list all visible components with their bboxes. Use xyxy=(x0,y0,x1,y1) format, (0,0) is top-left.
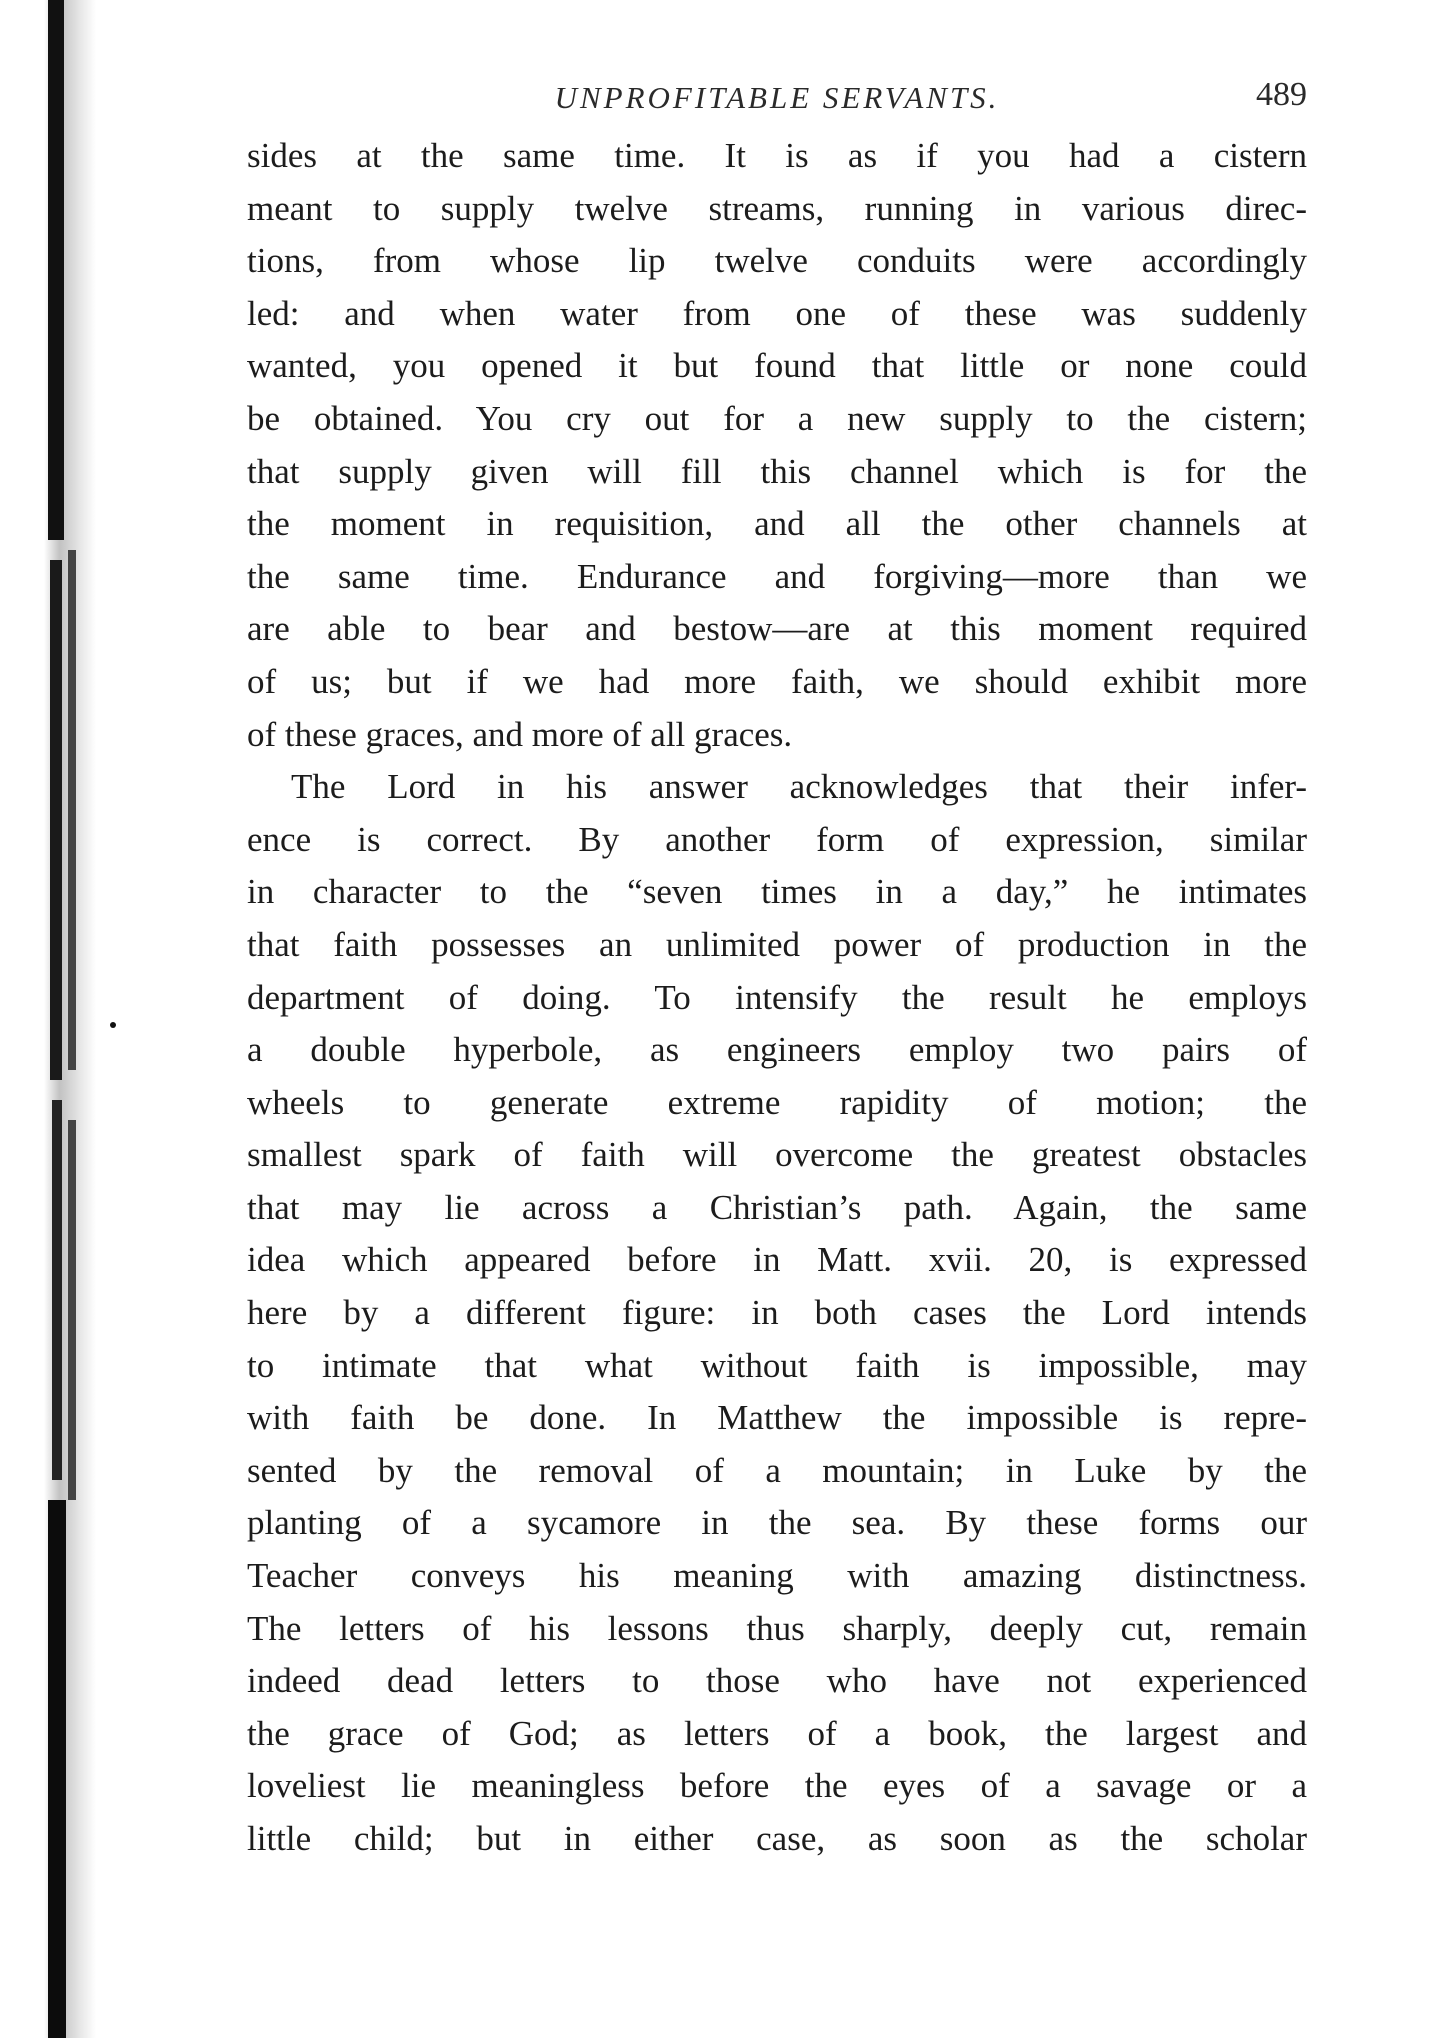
body-text xyxy=(247,130,1307,1866)
text-line: the same time. Endurance and forgiving—more than we xyxy=(247,556,1307,596)
text-line: to intimate that what without faith is impossible, may xyxy=(247,1345,1307,1385)
running-title: UNPROFITABLE SERVANTS. xyxy=(554,80,1000,115)
text-line: here by a different figure: in both cases the Lord intends xyxy=(247,1293,1307,1333)
text-line: are able to bear and bestow—are at this moment required xyxy=(247,609,1307,649)
text-line: wanted, you opened it but found that little or none could xyxy=(247,346,1307,386)
text-line: Teacher conveys his meaning with amazing distinctness. xyxy=(247,1556,1307,1596)
text-line: led: and when water from one of these was suddenly xyxy=(247,293,1307,333)
text-line: smallest spark of faith will overcome the greatest obstacles xyxy=(247,1135,1307,1175)
text-line: loveliest lie meaningless before the eyes of a savage or a xyxy=(247,1766,1307,1806)
text-line: of these graces, and more of all graces. xyxy=(247,714,793,754)
text-line: The Lord in his answer acknowledges that their infer- xyxy=(291,767,1307,807)
text-line: that supply given will fill this channel which is for the xyxy=(247,451,1307,491)
text-line: planting of a sycamore in the sea. By these forms our xyxy=(247,1503,1307,1543)
text-line: indeed dead letters to those who have not experienced xyxy=(247,1661,1307,1701)
text-line: The letters of his lessons thus sharply, deeply cut, remain xyxy=(247,1608,1307,1648)
text-line: in character to the “seven times in a day,” he intimates xyxy=(247,872,1307,912)
text-line: that may lie across a Christian’s path. Again, the same xyxy=(247,1187,1307,1227)
binding-edge-segment xyxy=(48,1500,66,2038)
text-line: wheels to generate extreme rapidity of motion; the xyxy=(247,1082,1307,1122)
text-line: meant to supply twelve streams, running in various direc- xyxy=(247,188,1307,228)
book-page xyxy=(247,70,1307,1866)
text-line: idea which appeared before in Matt. xvii. 20, is expressed xyxy=(247,1240,1307,1280)
text-line: with faith be done. In Matthew the impossible is repre- xyxy=(247,1398,1307,1438)
binding-edge-segment xyxy=(48,0,64,540)
text-line: be obtained. You cry out for a new supply to the cistern; xyxy=(247,398,1307,438)
running-head xyxy=(247,70,1307,126)
text-line: the grace of God; as letters of a book, the largest and xyxy=(247,1713,1307,1753)
binding-gap xyxy=(68,550,76,1070)
binding-gap xyxy=(68,1120,76,1500)
text-line: ence is correct. By another form of expression, similar xyxy=(247,819,1307,859)
text-line: department of doing. To intensify the result he employs xyxy=(247,977,1307,1017)
book-binding-edge xyxy=(38,0,96,2038)
page-number: 489 xyxy=(1256,76,1307,113)
text-line: the moment in requisition, and all the other channels at xyxy=(247,504,1307,544)
text-line: sented by the removal of a mountain; in Luke by the xyxy=(247,1450,1307,1490)
ink-speck xyxy=(110,1022,116,1028)
text-line: sides at the same time. It is as if you had a cistern xyxy=(247,136,1307,175)
text-line: little child; but in either case, as soon as the scholar xyxy=(247,1819,1307,1858)
text-line: of us; but if we had more faith, we should exhibit more xyxy=(247,661,1307,701)
binding-edge-segment xyxy=(52,1100,62,1480)
text-line: tions, from whose lip twelve conduits were accordingly xyxy=(247,241,1307,281)
binding-edge-segment xyxy=(50,560,62,1080)
text-line: that faith possesses an unlimited power of production in the xyxy=(247,924,1307,964)
text-line: a double hyperbole, as engineers employ two pairs of xyxy=(247,1030,1307,1070)
